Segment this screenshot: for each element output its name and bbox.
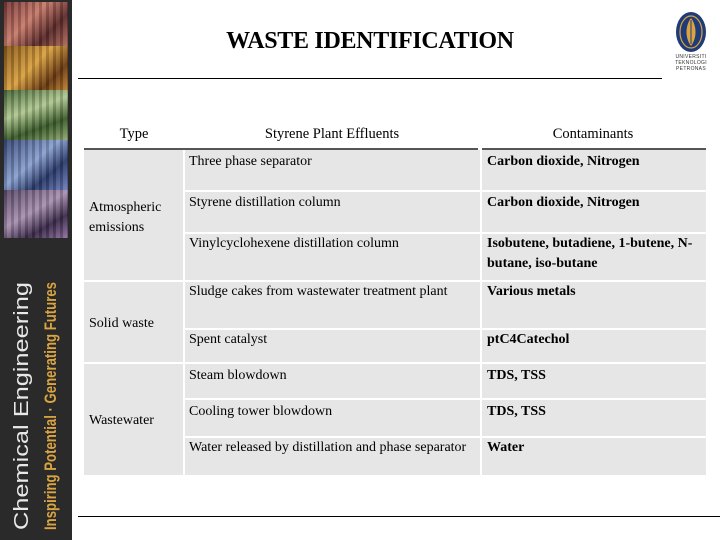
effluent-text: Steam blowdown — [189, 368, 287, 383]
effluent-cell — [185, 234, 480, 280]
type-label-atmospheric: Atmospheric emissions — [89, 200, 162, 235]
photo-strip-3 — [4, 90, 68, 140]
logo-emblem-icon — [669, 10, 713, 54]
effluent-cell — [185, 150, 480, 190]
effluent-cell — [185, 330, 480, 362]
contaminant-text: ptC4Catechol — [487, 332, 570, 347]
effluent-text: Water released by distillation and phase separator — [189, 440, 467, 455]
contaminant-cell — [482, 438, 706, 475]
photo-strip-5 — [4, 190, 68, 238]
effluent-text: Sludge cakes from wastewater treatment plant — [189, 284, 448, 299]
header-contaminant-label: Contaminants — [552, 126, 634, 142]
page-title: WASTE IDENTIFICATION — [226, 28, 514, 54]
sidebar-banner — [0, 0, 72, 540]
logo-text-line-2: TEKNOLOGI — [675, 60, 707, 66]
type-cell-atmospheric — [84, 150, 183, 280]
effluent-text: Cooling tower blowdown — [189, 404, 333, 419]
header-effluent-label: Styrene Plant Effluents — [264, 126, 400, 142]
contaminant-cell — [482, 192, 706, 232]
contaminant-cell — [482, 282, 706, 328]
photo-strip-4 — [4, 140, 68, 190]
header-contaminant — [480, 120, 706, 148]
effluent-cell — [185, 400, 480, 436]
sidebar-vertical-text — [6, 278, 66, 533]
contaminant-text: TDS, TSS — [487, 404, 546, 419]
title-divider — [78, 78, 662, 79]
contaminant-cell — [482, 234, 706, 280]
effluent-cell — [185, 364, 480, 398]
contaminant-text: Isobutene, butadiene, 1-butene, N-butane, iso-butane — [487, 236, 693, 271]
header-effluent — [184, 120, 480, 148]
type-label-solid: Solid waste — [89, 316, 154, 331]
contaminant-cell — [482, 150, 706, 190]
effluent-cell — [185, 282, 480, 328]
contaminant-text: Water — [487, 440, 525, 455]
contaminant-cell — [482, 330, 706, 362]
footer-divider — [78, 516, 720, 517]
effluent-text: Three phase separator — [189, 154, 312, 169]
contaminant-text: TDS, TSS — [487, 368, 546, 383]
photo-strip-1 — [4, 2, 68, 46]
contaminant-cell — [482, 364, 706, 398]
type-cell-solid — [84, 282, 183, 362]
effluent-text: Spent catalyst — [189, 332, 268, 347]
sidebar-line2: Inspiring Potential · Generating Futures — [41, 278, 60, 530]
effluent-cell — [185, 438, 480, 475]
effluent-cell — [185, 192, 480, 232]
header-type — [84, 120, 184, 148]
logo-text-line-1: UNIVERSITI — [675, 54, 707, 60]
type-cell-wastewater — [84, 364, 183, 475]
effluent-text: Styrene distillation column — [189, 195, 341, 210]
contaminant-cell — [482, 400, 706, 436]
effluent-text: Vinylcyclohexene distillation column — [189, 236, 399, 251]
contaminant-text: Carbon dioxide, Nitrogen — [487, 195, 640, 210]
logo-text-line-3: PETRONAS — [676, 66, 706, 72]
header-type-label: Type — [119, 126, 149, 142]
contaminant-text: Various metals — [487, 284, 576, 299]
photo-strip-2 — [4, 46, 68, 90]
contaminant-text: Carbon dioxide, Nitrogen — [487, 154, 640, 169]
sidebar-line1: Chemical Engineering — [11, 334, 33, 530]
university-logo — [669, 10, 713, 78]
type-label-wastewater: Wastewater — [89, 413, 154, 428]
